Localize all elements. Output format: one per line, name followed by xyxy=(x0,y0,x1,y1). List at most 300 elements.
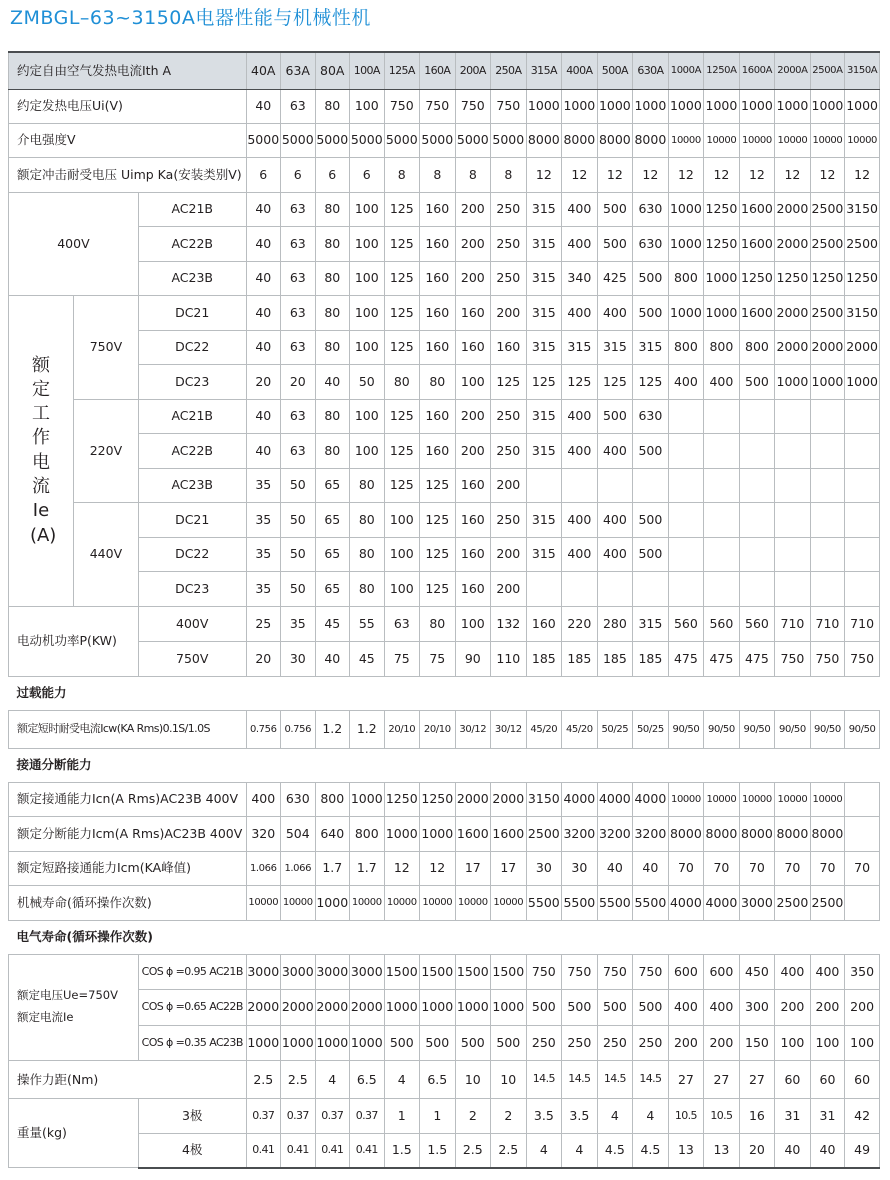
value-cell: 60 xyxy=(810,1061,845,1099)
value-cell: 800 xyxy=(315,782,350,817)
value-cell xyxy=(739,434,775,469)
pole-label: 4极 xyxy=(138,1133,246,1168)
value-cell: 30 xyxy=(562,851,598,886)
value-cell: 1000 xyxy=(810,89,845,123)
column-header: 250A xyxy=(491,52,527,89)
value-cell: 80 xyxy=(350,468,385,503)
value-cell: 80 xyxy=(315,399,350,434)
value-cell: 500 xyxy=(384,1025,420,1061)
value-cell: 70 xyxy=(810,851,845,886)
value-cell: 65 xyxy=(315,572,350,607)
column-header: 3150A xyxy=(845,52,880,89)
value-cell: 10000 xyxy=(491,886,527,921)
value-cell: 0.37 xyxy=(246,1099,281,1134)
value-cell: 1250 xyxy=(420,782,456,817)
value-cell: 14.5 xyxy=(526,1061,562,1099)
value-cell: 1000 xyxy=(281,1025,316,1061)
value-cell: 12 xyxy=(775,157,811,192)
value-cell: 65 xyxy=(315,468,350,503)
value-cell: 90/50 xyxy=(810,710,845,748)
value-cell: 10.5 xyxy=(668,1099,704,1134)
value-cell: 400 xyxy=(246,782,281,817)
value-cell: 1250 xyxy=(704,227,740,262)
value-cell xyxy=(810,399,845,434)
value-cell: 400 xyxy=(810,954,845,990)
spec-table xyxy=(8,51,880,1169)
value-cell: 55 xyxy=(350,606,385,641)
value-cell xyxy=(704,399,740,434)
value-cell: 2000 xyxy=(845,330,880,365)
value-cell: 125 xyxy=(633,365,669,400)
value-cell: 125 xyxy=(384,434,420,469)
column-header: 400A xyxy=(562,52,598,89)
column-header: 125A xyxy=(384,52,420,89)
voltage-label: 440V xyxy=(73,503,138,607)
value-cell: 10000 xyxy=(420,886,456,921)
value-cell: 12 xyxy=(739,157,775,192)
value-cell: 60 xyxy=(775,1061,811,1099)
value-cell: 1000 xyxy=(668,227,704,262)
value-cell: 1000 xyxy=(420,817,456,852)
value-cell: 100 xyxy=(350,330,385,365)
column-header: 500A xyxy=(597,52,633,89)
table-row xyxy=(9,296,880,331)
value-cell: 1000 xyxy=(420,990,456,1026)
value-cell: 63 xyxy=(281,192,316,227)
value-cell xyxy=(775,503,811,538)
value-cell: 400 xyxy=(562,434,598,469)
value-cell xyxy=(526,468,562,503)
value-cell: 4 xyxy=(315,1061,350,1099)
value-cell: 1 xyxy=(420,1099,456,1134)
value-cell: 10000 xyxy=(810,782,845,817)
table-row xyxy=(9,572,880,607)
value-cell: 750 xyxy=(384,89,420,123)
value-cell xyxy=(704,537,740,572)
value-cell: 8000 xyxy=(668,817,704,852)
value-cell xyxy=(845,503,880,538)
value-cell: 8000 xyxy=(633,123,669,157)
value-cell: 0.41 xyxy=(315,1133,350,1168)
value-cell: 1600 xyxy=(491,817,527,852)
value-cell: 10000 xyxy=(704,123,740,157)
row-label: 约定发热电压Ui(V) xyxy=(9,89,247,123)
value-cell: 1000 xyxy=(704,89,740,123)
value-cell: 63 xyxy=(281,399,316,434)
value-cell: 3000 xyxy=(246,954,281,990)
table-row xyxy=(9,710,880,748)
value-cell: 100 xyxy=(810,1025,845,1061)
value-cell: 45/20 xyxy=(562,710,598,748)
value-cell: 10 xyxy=(491,1061,527,1099)
value-cell: 12 xyxy=(384,851,420,886)
table-row xyxy=(9,1099,880,1134)
table-row xyxy=(9,468,880,503)
value-cell: 400 xyxy=(704,990,740,1026)
value-cell: 200 xyxy=(845,990,880,1026)
category-label: DC21 xyxy=(138,503,246,538)
value-cell: 13 xyxy=(704,1133,740,1168)
value-cell: 8000 xyxy=(562,123,598,157)
column-header: 80A xyxy=(315,52,350,89)
value-cell: 250 xyxy=(491,227,527,262)
value-cell: 200 xyxy=(455,399,491,434)
value-cell: 640 xyxy=(315,817,350,852)
value-cell: 500 xyxy=(739,365,775,400)
value-cell: 1250 xyxy=(739,261,775,296)
value-cell: 630 xyxy=(281,782,316,817)
value-cell: 80 xyxy=(315,296,350,331)
value-cell: 80 xyxy=(350,503,385,538)
value-cell: 70 xyxy=(845,851,880,886)
value-cell: 75 xyxy=(420,641,456,676)
value-cell: 250 xyxy=(491,261,527,296)
value-cell: 0.756 xyxy=(281,710,316,748)
value-cell: 40 xyxy=(246,227,281,262)
value-cell: 185 xyxy=(597,641,633,676)
column-header: 2500A xyxy=(810,52,845,89)
value-cell: 10000 xyxy=(350,886,385,921)
value-cell: 8000 xyxy=(526,123,562,157)
value-cell: 630 xyxy=(633,399,669,434)
value-cell: 49 xyxy=(845,1133,880,1168)
value-cell: 315 xyxy=(526,399,562,434)
value-cell: 4000 xyxy=(704,886,740,921)
value-cell xyxy=(845,434,880,469)
cos-label: COS ϕ =0.95 AC21B xyxy=(138,954,246,990)
value-cell: 12 xyxy=(597,157,633,192)
value-cell: 315 xyxy=(526,537,562,572)
value-cell xyxy=(810,537,845,572)
value-cell: 125 xyxy=(562,365,598,400)
value-cell: 3000 xyxy=(739,886,775,921)
value-cell: 125 xyxy=(384,330,420,365)
value-cell: 400 xyxy=(668,365,704,400)
value-cell: 8 xyxy=(420,157,456,192)
value-cell: 1 xyxy=(384,1099,420,1134)
value-cell: 10000 xyxy=(810,123,845,157)
value-cell: 2500 xyxy=(810,227,845,262)
table-row xyxy=(9,434,880,469)
value-cell: 10000 xyxy=(775,782,811,817)
value-cell: 710 xyxy=(845,606,880,641)
value-cell: 185 xyxy=(526,641,562,676)
category-label: DC22 xyxy=(138,330,246,365)
value-cell: 6 xyxy=(281,157,316,192)
elec-life-label2: 额定电流Ie xyxy=(17,1010,74,1025)
value-cell: 63 xyxy=(281,227,316,262)
value-cell xyxy=(845,886,880,921)
value-cell: 10000 xyxy=(739,782,775,817)
value-cell: 750 xyxy=(420,89,456,123)
value-cell: 750 xyxy=(562,954,598,990)
value-cell: 4 xyxy=(633,1099,669,1134)
value-cell xyxy=(739,537,775,572)
value-cell: 125 xyxy=(420,503,456,538)
value-cell: 200 xyxy=(455,434,491,469)
row-label: 电动机功率P(KW) xyxy=(9,606,139,676)
value-cell: 8000 xyxy=(775,817,811,852)
value-cell: 63 xyxy=(281,89,316,123)
value-cell: 50 xyxy=(281,537,316,572)
value-cell: 8000 xyxy=(739,817,775,852)
value-cell: 10000 xyxy=(739,123,775,157)
table-row xyxy=(9,365,880,400)
value-cell: 50/25 xyxy=(633,710,669,748)
value-cell xyxy=(739,468,775,503)
value-cell: 125 xyxy=(491,365,527,400)
column-header: 1250A xyxy=(704,52,740,89)
column-header: 63A xyxy=(281,52,316,89)
value-cell: 8000 xyxy=(704,817,740,852)
column-header: 1600A xyxy=(739,52,775,89)
value-cell: 20 xyxy=(281,365,316,400)
value-cell xyxy=(739,503,775,538)
value-cell: 315 xyxy=(526,434,562,469)
value-cell: 40 xyxy=(633,851,669,886)
value-cell: 20 xyxy=(246,365,281,400)
value-cell xyxy=(810,503,845,538)
table-row xyxy=(9,157,880,192)
value-cell: 1500 xyxy=(491,954,527,990)
value-cell: 0.41 xyxy=(246,1133,281,1168)
value-cell: 1250 xyxy=(775,261,811,296)
value-cell: 1000 xyxy=(597,89,633,123)
value-cell: 400 xyxy=(562,296,598,331)
value-cell: 30/12 xyxy=(455,710,491,748)
row-label: 额定接通能力Icn(A Rms)AC23B 400V xyxy=(9,782,247,817)
value-cell: 500 xyxy=(633,537,669,572)
page-title: ZMBGL–63~3150A电器性能与机械性机 xyxy=(10,7,371,29)
value-cell: 160 xyxy=(491,330,527,365)
value-cell: 2 xyxy=(455,1099,491,1134)
category-label: AC22B xyxy=(138,227,246,262)
value-cell: 500 xyxy=(455,1025,491,1061)
value-cell: 30 xyxy=(526,851,562,886)
value-cell: 160 xyxy=(526,606,562,641)
value-cell xyxy=(810,468,845,503)
value-cell: 125 xyxy=(597,365,633,400)
value-cell: 5500 xyxy=(526,886,562,921)
row-label: 额定短路接通能力Icm(KA峰值) xyxy=(9,851,247,886)
value-cell: 14.5 xyxy=(562,1061,598,1099)
value-cell xyxy=(668,434,704,469)
value-cell: 800 xyxy=(739,330,775,365)
table-row xyxy=(9,503,880,538)
value-cell: 17 xyxy=(491,851,527,886)
value-cell: 12 xyxy=(845,157,880,192)
row-label: 机械寿命(循环操作次数) xyxy=(9,886,247,921)
value-cell: 1000 xyxy=(775,365,811,400)
value-cell: 1000 xyxy=(739,89,775,123)
value-cell: 125 xyxy=(384,399,420,434)
value-cell: 75 xyxy=(384,641,420,676)
value-cell: 50 xyxy=(281,572,316,607)
value-cell xyxy=(562,572,598,607)
value-cell: 160 xyxy=(455,537,491,572)
value-cell xyxy=(633,572,669,607)
value-cell: 12 xyxy=(526,157,562,192)
value-cell: 560 xyxy=(668,606,704,641)
voltage-label: 400V xyxy=(9,192,139,296)
value-cell: 100 xyxy=(350,227,385,262)
value-cell: 2000 xyxy=(455,782,491,817)
value-cell: 160 xyxy=(455,572,491,607)
value-cell: 160 xyxy=(455,503,491,538)
value-cell: 5500 xyxy=(597,886,633,921)
value-cell: 4 xyxy=(384,1061,420,1099)
value-cell: 125 xyxy=(384,227,420,262)
value-cell xyxy=(562,468,598,503)
value-cell: 2000 xyxy=(491,782,527,817)
value-cell: 1.7 xyxy=(315,851,350,886)
category-label: AC23B xyxy=(138,261,246,296)
header-label: 约定自由空气发热电流Ith A xyxy=(9,52,247,89)
row-label: 额定分断能力Icm(A Rms)AC23B 400V xyxy=(9,817,247,852)
value-cell: 160 xyxy=(420,434,456,469)
value-cell: 2000 xyxy=(775,296,811,331)
value-cell: 31 xyxy=(810,1099,845,1134)
value-cell xyxy=(633,468,669,503)
value-cell: 12 xyxy=(633,157,669,192)
value-cell: 70 xyxy=(668,851,704,886)
value-cell: 160 xyxy=(420,330,456,365)
value-cell: 1000 xyxy=(315,1025,350,1061)
voltage-label: 400V xyxy=(138,606,246,641)
value-cell: 12 xyxy=(668,157,704,192)
value-cell: 80 xyxy=(350,572,385,607)
value-cell: 45 xyxy=(315,606,350,641)
value-cell xyxy=(845,537,880,572)
value-cell: 160 xyxy=(455,468,491,503)
table-row xyxy=(9,399,880,434)
value-cell: 1000 xyxy=(350,782,385,817)
value-cell: 100 xyxy=(845,1025,880,1061)
value-cell: 200 xyxy=(491,468,527,503)
category-label: AC23B xyxy=(138,468,246,503)
value-cell: 16 xyxy=(739,1099,775,1134)
value-cell: 425 xyxy=(597,261,633,296)
value-cell: 400 xyxy=(562,227,598,262)
value-cell: 1.066 xyxy=(246,851,281,886)
value-cell: 125 xyxy=(384,261,420,296)
value-cell: 80 xyxy=(420,606,456,641)
value-cell: 10000 xyxy=(775,123,811,157)
table-row xyxy=(9,1061,880,1099)
value-cell: 100 xyxy=(350,89,385,123)
column-header: 160A xyxy=(420,52,456,89)
value-cell: 400 xyxy=(597,503,633,538)
value-cell: 5500 xyxy=(633,886,669,921)
value-cell: 2.5 xyxy=(246,1061,281,1099)
value-cell: 40 xyxy=(246,330,281,365)
category-label: AC21B xyxy=(138,192,246,227)
value-cell: 3150 xyxy=(845,296,880,331)
value-cell: 2 xyxy=(491,1099,527,1134)
value-cell: 200 xyxy=(455,227,491,262)
value-cell xyxy=(668,572,704,607)
value-cell: 10000 xyxy=(668,782,704,817)
value-cell: 4000 xyxy=(597,782,633,817)
table-row xyxy=(9,227,880,262)
value-cell: 200 xyxy=(704,1025,740,1061)
value-cell: 200 xyxy=(810,990,845,1026)
value-cell xyxy=(704,468,740,503)
value-cell: 65 xyxy=(315,503,350,538)
value-cell: 710 xyxy=(775,606,811,641)
value-cell: 1000 xyxy=(384,990,420,1026)
value-cell: 500 xyxy=(562,990,598,1026)
value-cell: 125 xyxy=(526,365,562,400)
value-cell: 5000 xyxy=(455,123,491,157)
value-cell: 50 xyxy=(350,365,385,400)
value-cell: 4.5 xyxy=(633,1133,669,1168)
table-row xyxy=(9,1133,880,1168)
value-cell: 500 xyxy=(633,990,669,1026)
value-cell: 1500 xyxy=(455,954,491,990)
value-cell: 5000 xyxy=(350,123,385,157)
value-cell: 160 xyxy=(420,296,456,331)
value-cell: 65 xyxy=(315,537,350,572)
value-cell: 400 xyxy=(597,434,633,469)
value-cell: 1250 xyxy=(845,261,880,296)
value-cell: 400 xyxy=(562,399,598,434)
value-cell: 2500 xyxy=(526,817,562,852)
value-cell: 1000 xyxy=(246,1025,281,1061)
value-cell: 30 xyxy=(281,641,316,676)
value-cell: 80 xyxy=(315,89,350,123)
value-cell: 160 xyxy=(455,296,491,331)
value-cell: 2000 xyxy=(775,192,811,227)
value-cell: 1000 xyxy=(455,990,491,1026)
table-row xyxy=(9,1025,880,1061)
value-cell: 40 xyxy=(315,365,350,400)
value-cell: 400 xyxy=(704,365,740,400)
value-cell: 1250 xyxy=(384,782,420,817)
value-cell: 8000 xyxy=(810,817,845,852)
value-cell: 2.5 xyxy=(281,1061,316,1099)
value-cell: 750 xyxy=(810,641,845,676)
value-cell xyxy=(668,537,704,572)
table-row xyxy=(9,641,880,676)
value-cell: 1000 xyxy=(526,89,562,123)
value-cell: 20/10 xyxy=(420,710,456,748)
value-cell: 6 xyxy=(315,157,350,192)
table-row xyxy=(9,748,880,782)
value-cell: 500 xyxy=(633,503,669,538)
value-cell: 300 xyxy=(739,990,775,1026)
value-cell: 125 xyxy=(384,192,420,227)
value-cell: 0.37 xyxy=(350,1099,385,1134)
value-cell: 35 xyxy=(246,468,281,503)
value-cell: 340 xyxy=(562,261,598,296)
value-cell: 500 xyxy=(491,1025,527,1061)
value-cell: 90/50 xyxy=(704,710,740,748)
value-cell: 1000 xyxy=(704,296,740,331)
value-cell: 500 xyxy=(597,192,633,227)
value-cell: 1000 xyxy=(668,192,704,227)
value-cell xyxy=(739,572,775,607)
value-cell: 90 xyxy=(455,641,491,676)
value-cell: 2500 xyxy=(810,886,845,921)
table-row xyxy=(9,330,880,365)
ie-label-text: 额定工作电流Ie(A) xyxy=(29,354,57,546)
value-cell: 800 xyxy=(704,330,740,365)
value-cell: 450 xyxy=(739,954,775,990)
category-label: DC21 xyxy=(138,296,246,331)
value-cell: 100 xyxy=(350,296,385,331)
value-cell: 2500 xyxy=(810,296,845,331)
